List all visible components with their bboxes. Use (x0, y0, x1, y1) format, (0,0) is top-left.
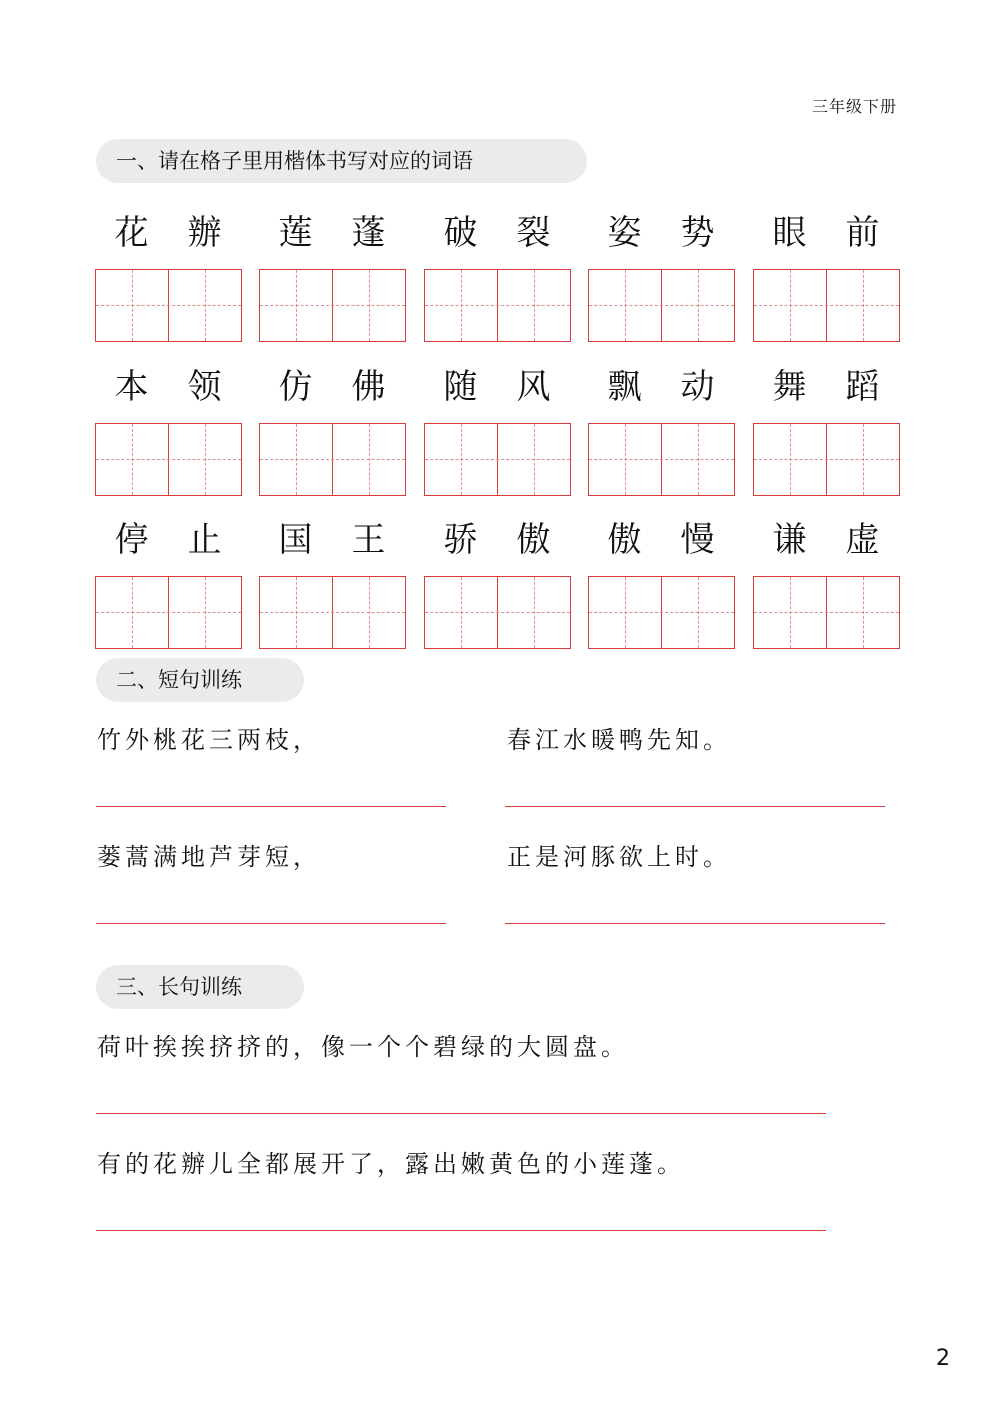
word-characters (259, 512, 406, 568)
word-characters (753, 359, 900, 415)
grid-guide-horizontal (260, 305, 405, 306)
answer-line[interactable] (505, 806, 885, 807)
word-character: 止 (187, 520, 222, 560)
word-item (588, 205, 735, 335)
long-sentence-2: 有的花辦儿全都展开了，露出嫩黄色的小莲蓬。 (97, 1150, 685, 1178)
writing-grid[interactable] (753, 576, 900, 649)
word-character: 仿 (278, 367, 313, 407)
word-characters (95, 512, 242, 568)
word-character: 慢 (680, 520, 715, 560)
word-character: 国 (278, 520, 313, 560)
writing-grid[interactable] (259, 423, 406, 496)
writing-grid[interactable] (753, 423, 900, 496)
word-item (95, 359, 242, 489)
word-characters (424, 205, 571, 261)
word-item (95, 205, 242, 335)
grid-guide-horizontal (96, 305, 241, 306)
answer-line[interactable] (96, 1113, 826, 1114)
grid-guide-horizontal (589, 612, 734, 613)
section-2-title: 二、短句训练 (96, 658, 304, 702)
grid-guide-horizontal (425, 612, 570, 613)
grid-guide-horizontal (96, 459, 241, 460)
writing-grid[interactable] (753, 269, 900, 342)
grid-guide-horizontal (589, 459, 734, 460)
writing-grid[interactable] (588, 269, 735, 342)
word-character: 随 (443, 367, 478, 407)
grid-guide-horizontal (425, 305, 570, 306)
word-item (588, 512, 735, 642)
word-character: 王 (351, 520, 386, 560)
word-characters (588, 512, 735, 568)
word-character: 本 (114, 367, 149, 407)
word-item (259, 359, 406, 489)
short-sentence-3: 蒌蒿满地芦芽短， (97, 843, 321, 871)
word-item (424, 359, 571, 489)
word-character: 势 (680, 213, 715, 253)
section-1-title: 一、请在格子里用楷体书写对应的词语 (96, 139, 587, 183)
grid-guide-horizontal (754, 305, 899, 306)
grade-label: 三年级下册 (811, 97, 897, 116)
word-characters (424, 359, 571, 415)
grid-guide-horizontal (96, 612, 241, 613)
word-character: 前 (845, 213, 880, 253)
word-character: 谦 (772, 520, 807, 560)
answer-line[interactable] (96, 806, 446, 807)
word-characters (424, 512, 571, 568)
word-item (753, 205, 900, 335)
section-3-title: 三、长句训练 (96, 965, 304, 1009)
word-characters (95, 205, 242, 261)
word-item (259, 512, 406, 642)
word-characters (753, 205, 900, 261)
word-character: 虚 (845, 520, 880, 560)
word-character: 领 (187, 367, 222, 407)
word-character: 风 (516, 367, 551, 407)
word-item (259, 205, 406, 335)
word-character: 蹈 (845, 367, 880, 407)
word-character: 傲 (607, 520, 642, 560)
answer-line[interactable] (96, 1230, 826, 1231)
word-character: 骄 (443, 520, 478, 560)
word-character: 辦 (187, 213, 222, 253)
writing-grid[interactable] (588, 576, 735, 649)
page-number: 2 (936, 1346, 950, 1371)
word-character: 动 (680, 367, 715, 407)
word-item (588, 359, 735, 489)
grid-guide-horizontal (754, 459, 899, 460)
grid-guide-horizontal (260, 459, 405, 460)
word-character: 蓬 (351, 213, 386, 253)
word-characters (588, 205, 735, 261)
writing-grid[interactable] (259, 269, 406, 342)
long-sentence-1: 荷叶挨挨挤挤的，像一个个碧绿的大圆盘。 (97, 1033, 629, 1061)
word-row (95, 359, 900, 489)
writing-grid[interactable] (424, 576, 571, 649)
answer-line[interactable] (505, 923, 885, 924)
word-characters (95, 359, 242, 415)
word-item (95, 512, 242, 642)
word-item (753, 359, 900, 489)
word-character: 眼 (772, 213, 807, 253)
grid-guide-horizontal (754, 612, 899, 613)
word-character: 破 (443, 213, 478, 253)
word-character: 舞 (772, 367, 807, 407)
short-sentence-2: 春江水暖鸭先知。 (507, 726, 731, 754)
writing-grid[interactable] (259, 576, 406, 649)
word-character: 停 (114, 520, 149, 560)
writing-grid[interactable] (424, 269, 571, 342)
short-sentence-4: 正是河豚欲上时。 (507, 843, 731, 871)
word-character: 姿 (607, 213, 642, 253)
grid-guide-horizontal (260, 612, 405, 613)
writing-grid[interactable] (95, 576, 242, 649)
writing-grid[interactable] (424, 423, 571, 496)
writing-grid[interactable] (95, 269, 242, 342)
word-characters (259, 205, 406, 261)
word-character: 傲 (516, 520, 551, 560)
word-item (753, 512, 900, 642)
word-row (95, 512, 900, 642)
word-character: 裂 (516, 213, 551, 253)
word-item (424, 512, 571, 642)
word-character: 莲 (278, 213, 313, 253)
word-item (424, 205, 571, 335)
word-character: 佛 (351, 367, 386, 407)
word-character: 飘 (607, 367, 642, 407)
writing-grid[interactable] (95, 423, 242, 496)
grid-guide-horizontal (425, 459, 570, 460)
word-character: 花 (114, 213, 149, 253)
short-sentence-1: 竹外桃花三两枝， (97, 726, 321, 754)
answer-line[interactable] (96, 923, 446, 924)
word-row (95, 205, 900, 335)
word-characters (588, 359, 735, 415)
word-characters (753, 512, 900, 568)
writing-grid[interactable] (588, 423, 735, 496)
grid-guide-horizontal (589, 305, 734, 306)
word-characters (259, 359, 406, 415)
